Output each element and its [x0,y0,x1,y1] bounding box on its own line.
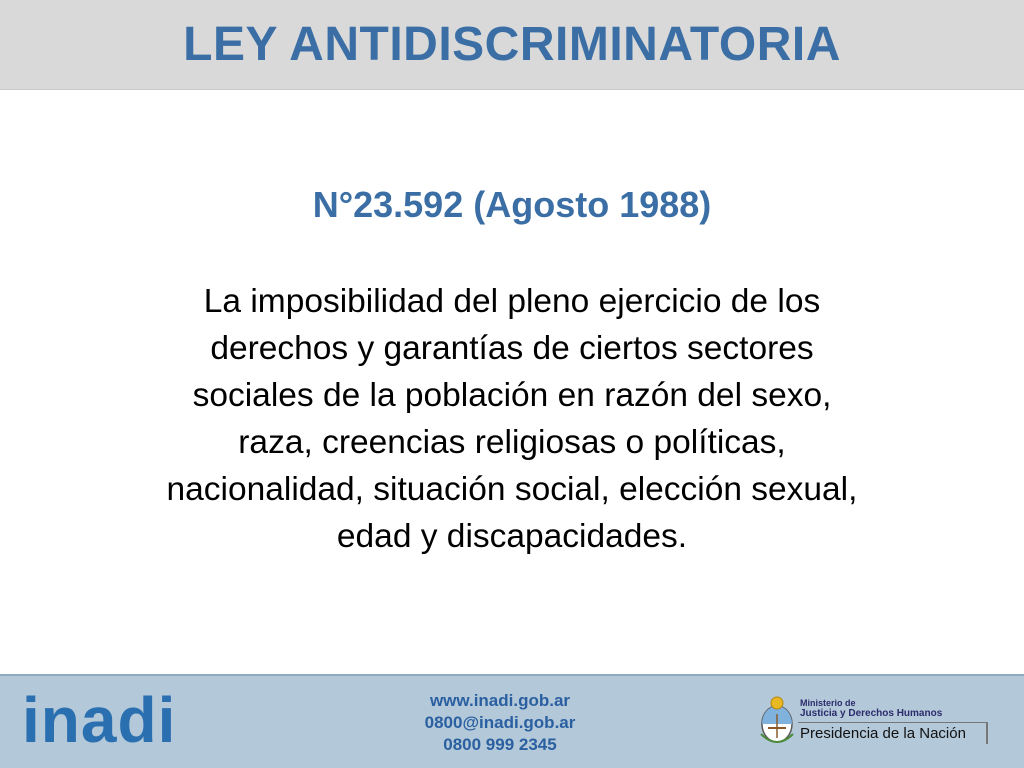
ministry-line2: Justicia y Derechos Humanos [800,708,943,719]
title-bar [0,0,1024,90]
email-link[interactable]: 0800@inadi.gob.ar [424,713,576,732]
inadi-logo: inadi [22,684,177,756]
presidency-label: Presidencia de la Nación [800,725,966,742]
website-link[interactable]: www.inadi.gob.ar [429,691,571,710]
ministry-logo [758,694,992,750]
law-number-subtitle: N°23.592 (Agosto 1988) [312,184,712,225]
slide-title: LEY ANTIDISCRIMINATORIA [183,18,841,71]
definition-paragraph: La imposibilidad del pleno ejercicio de los derechos y garantías de ciertos sectores sociales de la población en razón del sexo, raza, creencias religiosas o políticas, nacionalidad, situación social, elección sexual, edad y discapacidades. [166,283,858,555]
phone-number: 0800 999 2345 [443,735,557,754]
ministry-line1: Ministerio de [800,698,856,708]
argentina-coat-of-arms-icon [758,694,796,750]
presidency-box [798,722,988,744]
contact-info [395,690,605,756]
footer-bar [0,674,1024,768]
